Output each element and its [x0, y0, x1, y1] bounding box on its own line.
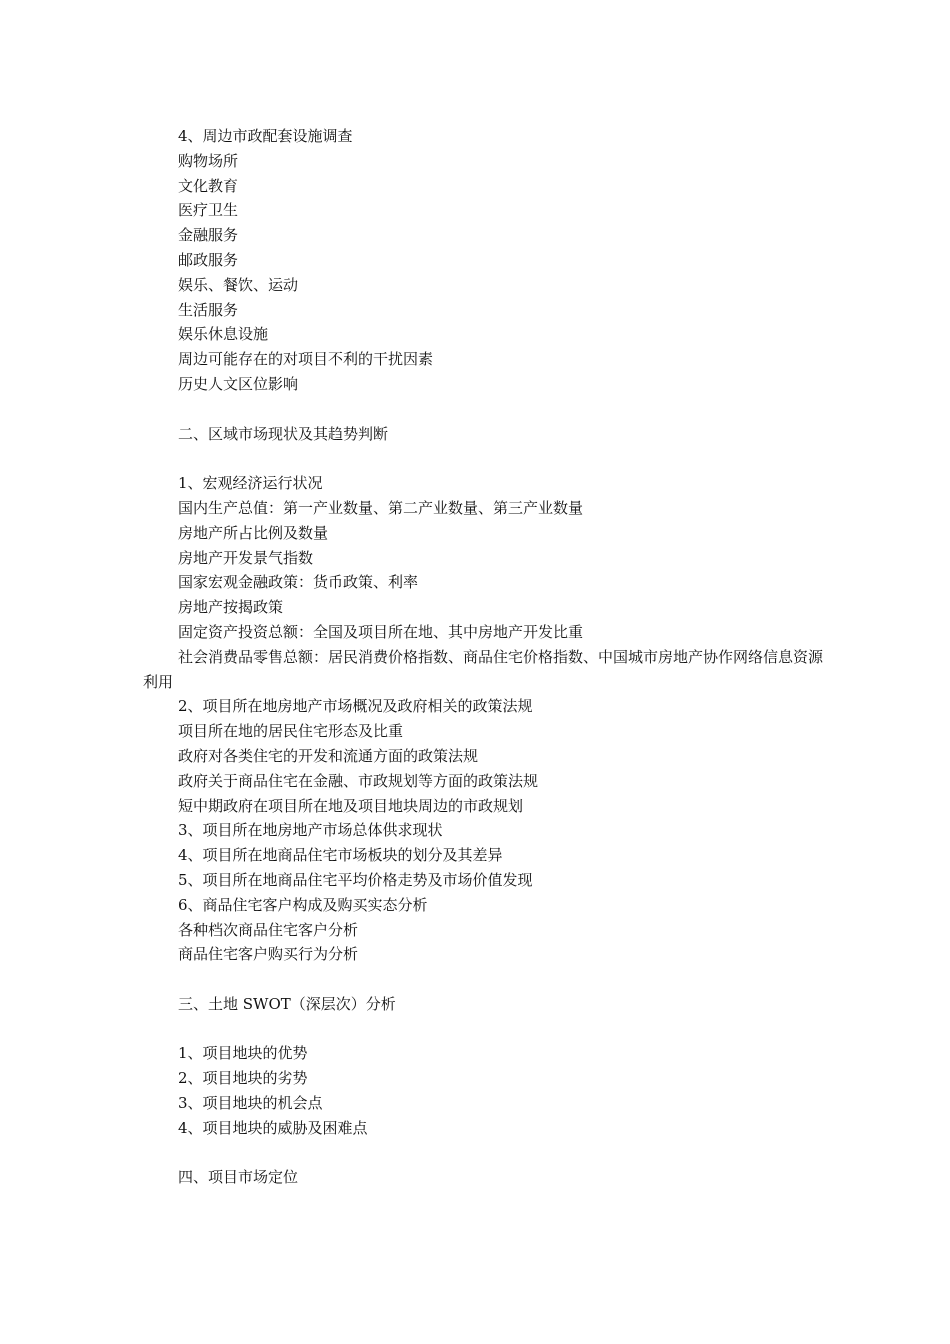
list-item: 各种档次商品住宅客户分析: [178, 920, 359, 939]
list-item: 2、项目地块的劣势: [178, 1069, 308, 1088]
list-item: 生活服务: [178, 300, 239, 319]
list-item: 国家宏观金融政策：货币政策、利率: [178, 573, 419, 592]
list-item: 4、项目地块的威胁及困难点: [178, 1118, 368, 1137]
list-item: 政府关于商品住宅在金融、市政规划等方面的政策法规: [178, 771, 539, 790]
list-item: 文化教育: [178, 176, 239, 195]
list-item: 娱乐、餐饮、运动: [178, 275, 299, 294]
subsection-heading: 4、项目所在地商品住宅市场板块的划分及其差异: [178, 846, 503, 865]
document-body: [143, 124, 823, 1190]
spacer: [143, 397, 823, 422]
list-item-wrapped: 社会消费品零售总额：居民消费价格指数、商品住宅价格指数、中国城市房地产协作网络信息资源利用: [143, 647, 824, 691]
list-item: 金融服务: [178, 226, 239, 245]
subsection-heading: 6、商品住宅客户构成及购买实态分析: [178, 895, 428, 914]
subsection-heading: 5、项目所在地商品住宅平均价格走势及市场价值发现: [178, 870, 533, 889]
list-item: 政府对各类住宅的开发和流通方面的政策法规: [178, 746, 479, 765]
list-item: 周边可能存在的对项目不利的干扰因素: [178, 350, 434, 369]
list-item: 房地产按揭政策: [178, 598, 284, 617]
section-heading-two: 二、区域市场现状及其趋势判断: [178, 424, 389, 443]
list-item: 固定资产投资总额：全国及项目所在地、其中房地产开发比重: [178, 622, 584, 641]
list-item: 购物场所: [178, 151, 239, 170]
subsection-heading: 3、项目所在地房地产市场总体供求现状: [178, 821, 443, 840]
list-item: 项目所在地的居民住宅形态及比重: [178, 722, 404, 741]
section-heading-surroundings: 4、周边市政配套设施调查: [178, 127, 353, 145]
list-item: 娱乐休息设施: [178, 325, 269, 344]
subsection-heading: 2、项目所在地房地产市场概况及政府相关的政策法规: [178, 697, 533, 716]
spacer: [143, 967, 823, 992]
list-item: 国内生产总值：第一产业数量、第二产业数量、第三产业数量: [178, 498, 584, 517]
list-item: 1、项目地块的优势: [178, 1044, 308, 1063]
list-item: 医疗卫生: [178, 201, 239, 220]
section-heading-three: 三、土地 SWOT（深层次）分析: [178, 994, 396, 1013]
spacer: [143, 1017, 823, 1042]
spacer: [143, 446, 823, 471]
list-item: 商品住宅客户购买行为分析: [178, 945, 359, 964]
list-item: 短中期政府在项目所在地及项目地块周边的市政规划: [178, 796, 524, 815]
list-item: 历史人文区位影响: [178, 374, 299, 393]
list-item: 邮政服务: [178, 250, 239, 269]
section-heading-four: 四、项目市场定位: [178, 1168, 299, 1187]
spacer: [143, 1141, 823, 1166]
subsection-heading: 1、宏观经济运行状况: [178, 474, 323, 493]
list-item: 房地产开发景气指数: [178, 548, 314, 567]
list-item: 3、项目地块的机会点: [178, 1094, 323, 1113]
list-item: 房地产所占比例及数量: [178, 523, 329, 542]
